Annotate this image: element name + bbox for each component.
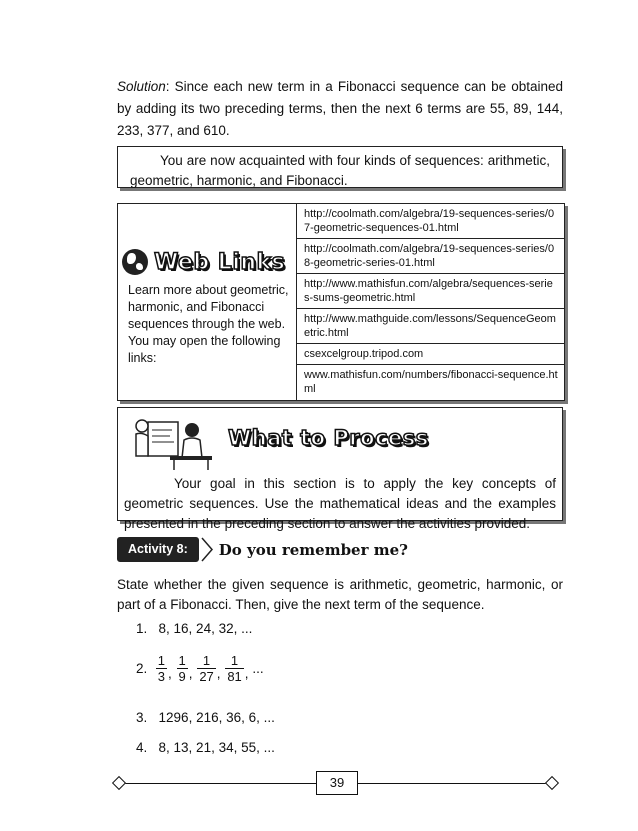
- web-link[interactable]: http://www.mathguide.com/lessons/SequenceGeometric.html: [297, 309, 564, 344]
- what-to-process-heading: [228, 426, 429, 450]
- students-illustration: [130, 412, 214, 472]
- solution-paragraph: [117, 76, 563, 142]
- denominator: 27: [199, 669, 214, 684]
- diamond-icon: [545, 776, 559, 790]
- separator: ,: [168, 666, 172, 682]
- separator: ,: [244, 666, 249, 682]
- denominator: 3: [157, 669, 166, 684]
- list-item: [136, 740, 275, 755]
- globe-icon: [122, 249, 148, 275]
- list-item: [136, 621, 252, 636]
- denominator: 9: [178, 669, 186, 684]
- note-box: [117, 146, 563, 188]
- list-item: [136, 653, 264, 684]
- item-text: 1296, 216, 36, 6, ...: [158, 710, 275, 725]
- denominator: 81: [227, 669, 242, 684]
- what-to-process-title: What to Process: [228, 426, 429, 450]
- diamond-icon: [112, 776, 126, 790]
- list-item: [136, 710, 275, 725]
- web-links-description: Learn more about geometric, harmonic, and Fibonacci sequences through the web. You may open the following links:: [128, 283, 289, 365]
- web-link[interactable]: csexcelgroup.tripod.com: [297, 344, 564, 365]
- item-text: 8, 16, 24, 32, ...: [158, 621, 253, 636]
- web-link[interactable]: http://www.mathisfun.com/algebra/sequences-series-sums-geometric.html: [297, 274, 564, 309]
- item-number: 2.: [136, 661, 148, 676]
- separator: ,: [188, 666, 193, 682]
- web-links-title: Web Links: [154, 249, 286, 275]
- fraction: [225, 653, 243, 684]
- solution-text: : Since each new term in a Fibonacci sequence can be obtained by adding its two preceding terms, then the next 6 terms are 55, 89, 144, 233, 377, and 610.: [117, 79, 563, 138]
- web-link[interactable]: www.mathisfun.com/numbers/fibonacci-sequence.html: [304, 369, 558, 395]
- fraction: [156, 653, 167, 684]
- item-text: 8, 13, 21, 34, 55, ...: [158, 740, 275, 755]
- note-text: You are now acquainted with four kinds of sequences: arithmetic, geometric, harmonic, and Fibonacci.: [130, 153, 550, 188]
- web-links-list: [297, 204, 564, 399]
- numerator: 1: [178, 653, 186, 668]
- solution-label: Solution: [117, 79, 166, 94]
- chevron-right-icon: [201, 537, 213, 562]
- item-number: 3.: [136, 710, 148, 725]
- numerator: 1: [157, 653, 166, 668]
- separator: ,: [216, 666, 221, 682]
- web-link[interactable]: http://coolmath.com/algebra/19-sequences-series/07-geometric-sequences-01.html: [297, 204, 564, 239]
- fraction: [197, 653, 215, 684]
- ellipsis: ...: [252, 661, 264, 676]
- what-to-process-text: Your goal in this section is to apply the key concepts of geometric sequences. Use the mathematical ideas and the examples presented in the preceding section to answer the activities provided.: [124, 476, 556, 531]
- activity-title: Do you remember me?: [218, 540, 408, 559]
- numerator: 1: [230, 653, 239, 668]
- web-links-left-panel: [118, 204, 296, 400]
- page-number: 39: [316, 771, 358, 795]
- activity-header: [117, 537, 408, 562]
- item-number: 4.: [136, 740, 148, 755]
- web-links-box: [117, 203, 565, 401]
- numerator: 1: [202, 653, 211, 668]
- web-link[interactable]: http://coolmath.com/algebra/19-sequences-series/08-geometric-series-01.html: [297, 239, 564, 274]
- item-number: 1.: [136, 621, 148, 636]
- activity-label: Activity 8:: [117, 537, 199, 562]
- web-links-heading: [122, 246, 285, 278]
- instructions-paragraph: State whether the given sequence is arithmetic, geometric, harmonic, or part of a Fibonacci. Then, give the next term of the sequence.: [117, 577, 563, 612]
- what-to-process-box: [117, 407, 563, 531]
- fraction: [177, 653, 188, 684]
